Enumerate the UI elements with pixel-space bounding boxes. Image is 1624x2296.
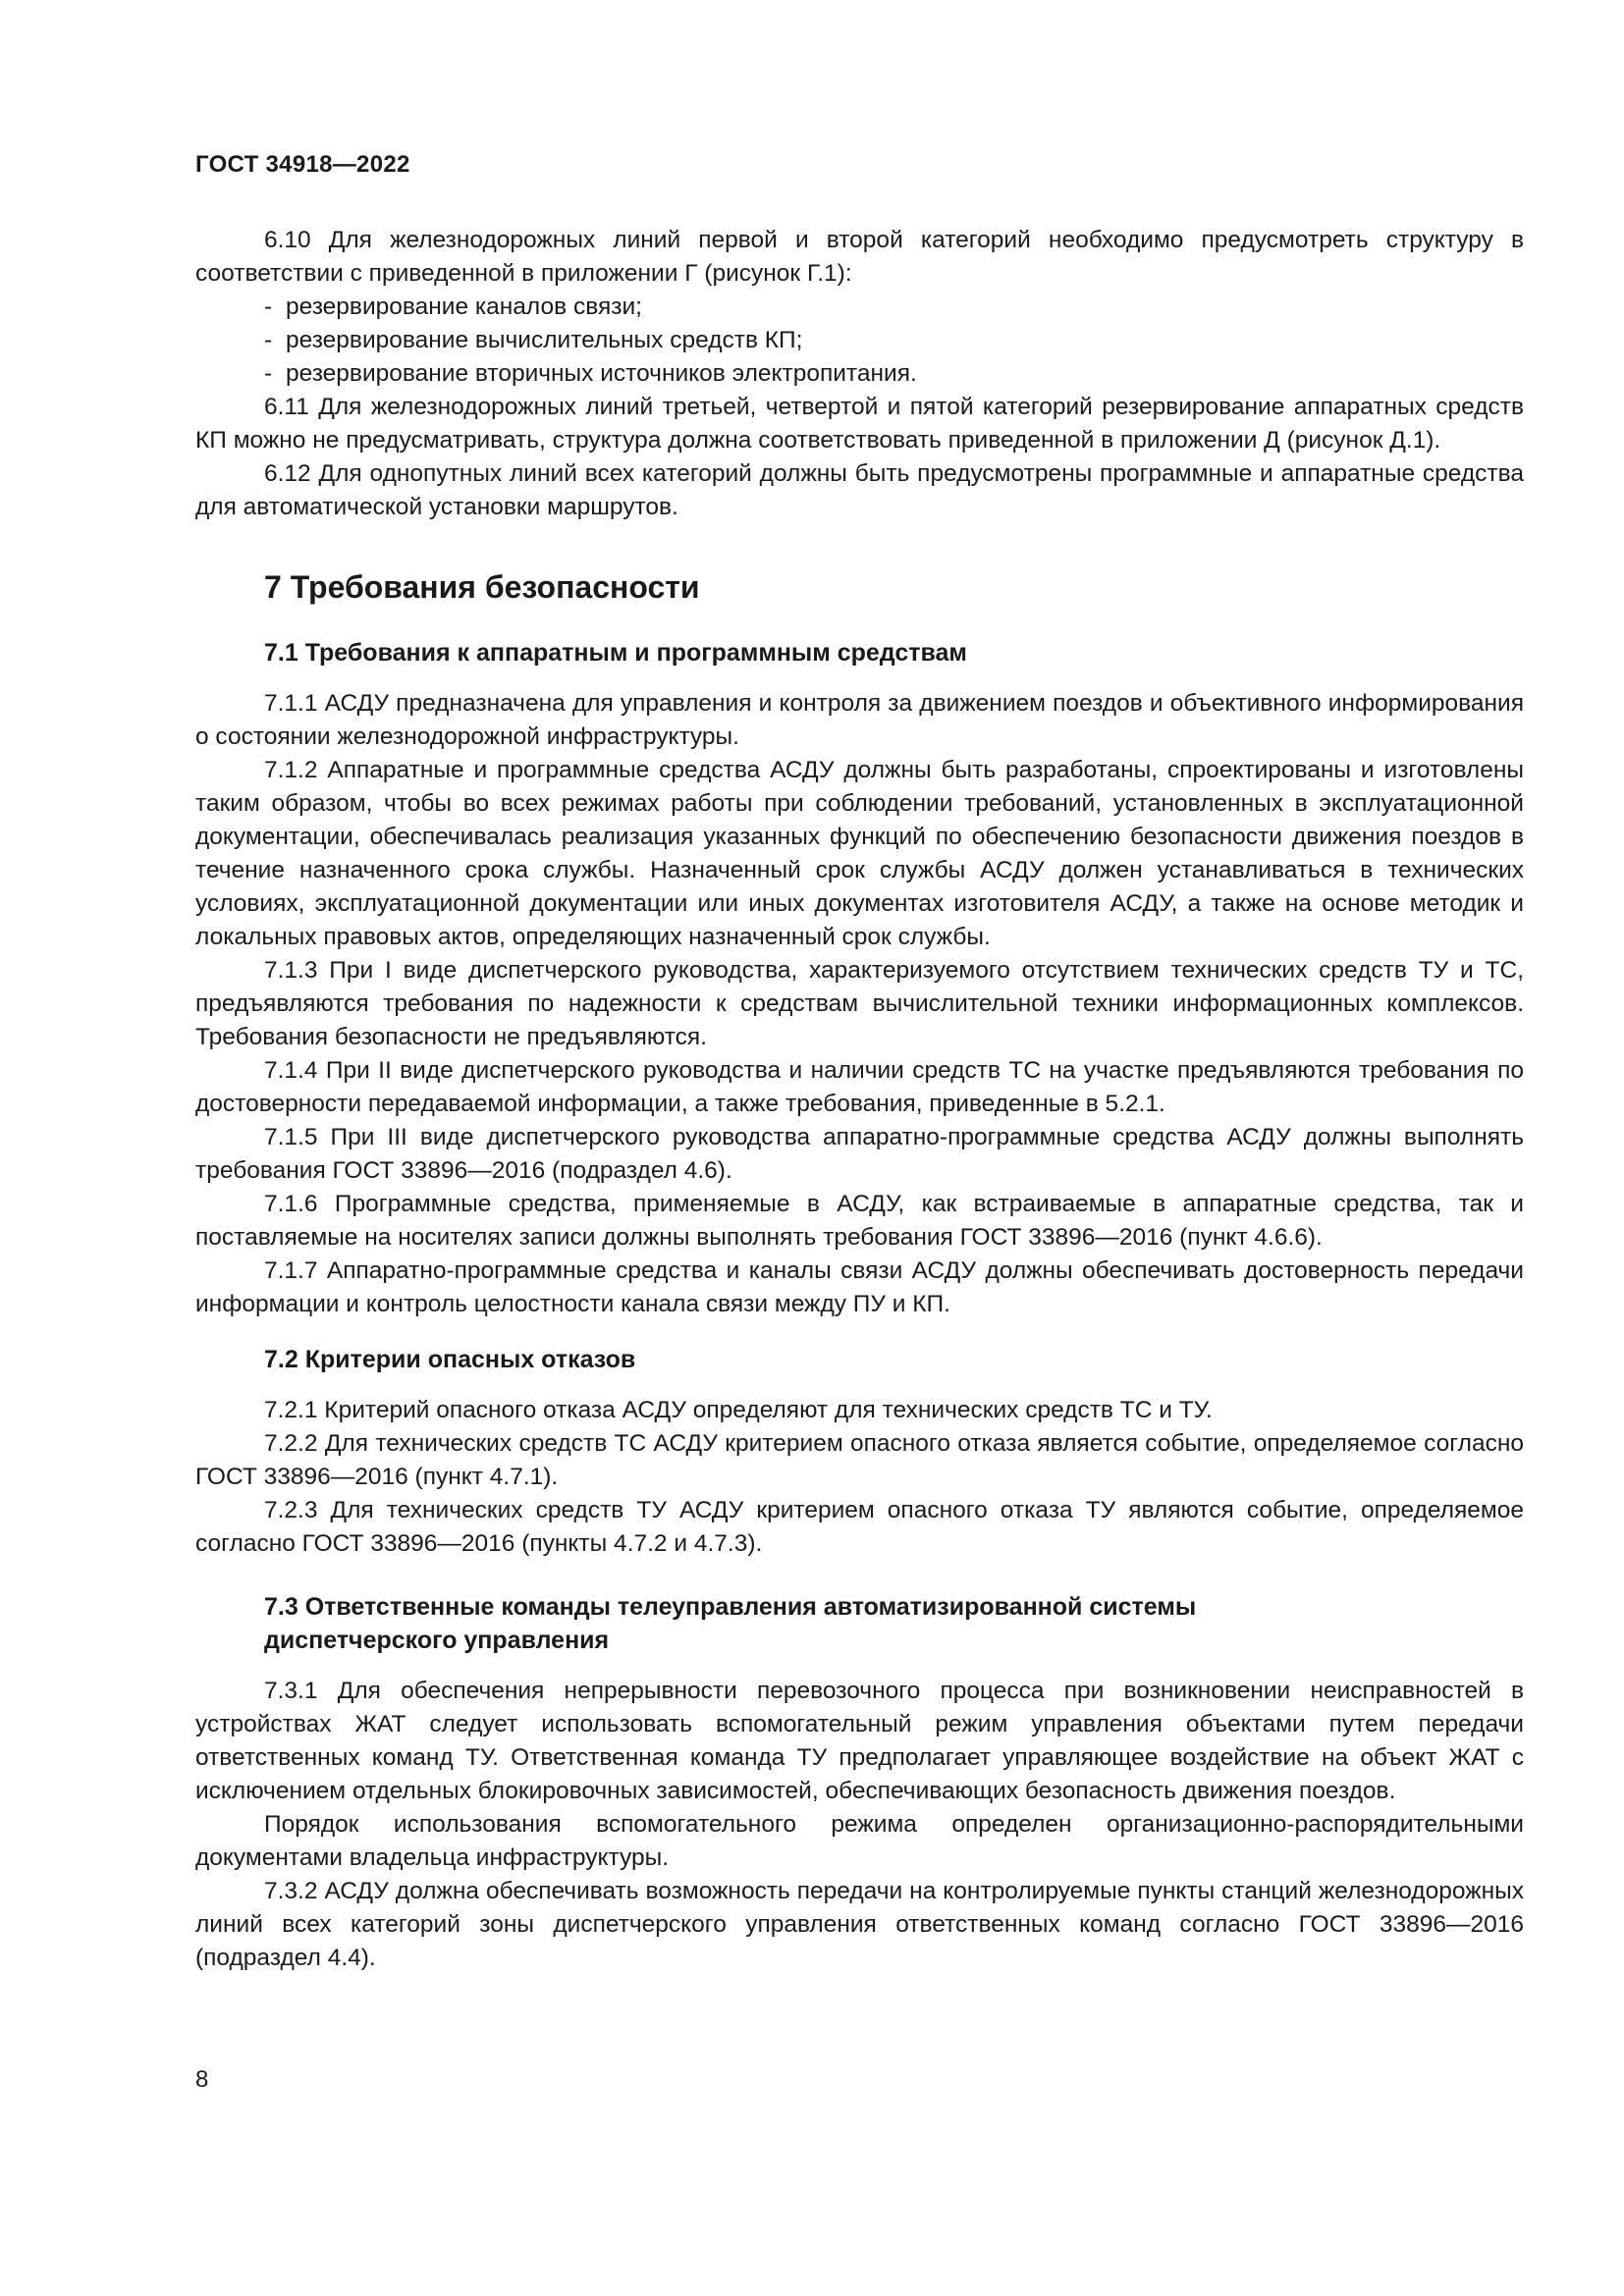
document-code-header: ГОСТ 34918—2022 — [195, 151, 410, 178]
page-body — [195, 224, 1524, 1975]
subsection-7-3-title — [195, 1590, 1524, 1657]
paragraph-7-1-4: 7.1.4 При II виде диспетчерского руководства и наличии средств ТС на участке предъявляются требования по достоверности передаваемой информации, а также требования, приведенные в 5.2.1. — [195, 1057, 1524, 1117]
paragraph-7-3-1: 7.3.1 Для обеспечения непрерывности перевозочного процесса при возникновении неисправностей в устройствах ЖАТ следует использовать вспомогательный режим управления объектами путем передачи ответственных команд ТУ. Ответственная команда ТУ предполагает управляющее воздействие на объект ЖАТ с исключением отдельных блокировочных зависимостей, обеспечивающих безопасность движения поездов. — [195, 1678, 1524, 1804]
paragraph-7-1-3: 7.1.3 При I виде диспетчерского руководства, характеризуемого отсутствием технических средств ТУ и ТС, предъявляются требования по надежности к средствам вычислительной техники информационных комплексов. Требования безопасности не предъявляются. — [195, 957, 1524, 1050]
paragraph-6-11: 6.11 Для железнодорожных линий третьей, четвертой и пятой категорий резервирование аппаратных средств КП можно не предусматривать, структура должна соответствовать приведенной в приложении Д (рисунок Д.1). — [195, 394, 1524, 454]
paragraph-7-2-3: 7.2.3 Для технических средств ТУ АСДУ критерием опасного отказа ТУ являются событие, определяемое согласно ГОСТ 33896—2016 (пункты 4.7.2 и 4.7.3). — [195, 1497, 1524, 1557]
paragraph-7-1-7: 7.1.7 Аппаратно-программные средства и каналы связи АСДУ должны обеспечивать достоверность передачи информации и контроль целостности канала связи между ПУ и КП. — [195, 1257, 1524, 1317]
list-item: - резервирование каналов связи; — [195, 291, 1524, 324]
page-number: 8 — [195, 2066, 209, 2093]
paragraph-7-1-1: 7.1.1 АСДУ предназначена для управления и контроля за движением поездов и объективного информирования о состоянии железнодорожной инфраструктуры. — [195, 690, 1524, 750]
list-dash: - — [264, 294, 273, 320]
paragraph-7-2-1: 7.2.1 Критерий опасного отказа АСДУ определяют для технических средств ТС и ТУ. — [264, 1397, 1213, 1423]
subsection-7-3-title-line2: диспетчерского управления — [264, 1627, 610, 1654]
list-item: - резервирование вторичных источников электропитания. — [195, 357, 1524, 391]
list-dash: - — [264, 360, 273, 387]
subsection-7-2-title: 7.2 Критерии опасных отказов — [264, 1346, 636, 1373]
subsection-7-3-title-line1: 7.3 Ответственные команды телеуправления автоматизированной системы — [264, 1593, 1197, 1621]
paragraph-7-3-1-order: Порядок использования вспомогательного режима определен организационно-распорядительными документами владельца инфраструктуры. — [195, 1811, 1524, 1871]
subsection-7-1-title: 7.1 Требования к аппаратным и программным средствам — [264, 639, 967, 667]
section-7-title: 7 Требования безопасности — [264, 569, 700, 605]
paragraph-7-1-2: 7.1.2 Аппаратные и программные средства АСДУ должны быть разработаны, спроектированы и изготовлены таким образом, чтобы во всех режимах работы при соблюдении требований, установленных в эксплуатационной документации, обеспечивалась реализация указанных функций по обеспечению безопасности движения поездов в течение назначенного срока службы. Назначенный срок службы АСДУ должен устанавливаться в технических условиях, эксплуатационной документации или иных документах изготовителя АСДУ, а также на основе методик и локальных правовых актов, определяющих назначенный срок службы. — [195, 757, 1524, 950]
paragraph-6-12: 6.12 Для однопутных линий всех категорий должны быть предусмотрены программные и аппаратные средства для автоматической установки маршрутов. — [195, 460, 1524, 520]
list-dash: - — [264, 327, 273, 353]
list-item: - резервирование вычислительных средств КП; — [195, 324, 1524, 357]
paragraph-6-10: 6.10 Для железнодорожных линий первой и второй категорий необходимо предусмотреть структуру в соответствии с приведенной в приложении Г (рисунок Г.1): — [195, 227, 1524, 287]
paragraph-7-3-2: 7.3.2 АСДУ должна обеспечивать возможность передачи на контролируемые пункты станций железнодорожных линий всех категорий зоны диспетчерского управления ответственных команд согласно ГОСТ 33896—2016 (подраздел 4.4). — [195, 1878, 1524, 1971]
paragraph-7-1-6: 7.1.6 Программные средства, применяемые в АСДУ, как встраиваемые в аппаратные средства, так и поставляемые на носителях записи должны выполнять требования ГОСТ 33896—2016 (пункт 4.6.6). — [195, 1191, 1524, 1251]
paragraph-7-1-5: 7.1.5 При III виде диспетчерского руководства аппаратно-программные средства АСДУ должны выполнять требования ГОСТ 33896—2016 (подраздел 4.6). — [195, 1124, 1524, 1184]
paragraph-7-2-2: 7.2.2 Для технических средств ТС АСДУ критерием опасного отказа является событие, определяемое согласно ГОСТ 33896—2016 (пункт 4.7.1). — [195, 1430, 1524, 1490]
